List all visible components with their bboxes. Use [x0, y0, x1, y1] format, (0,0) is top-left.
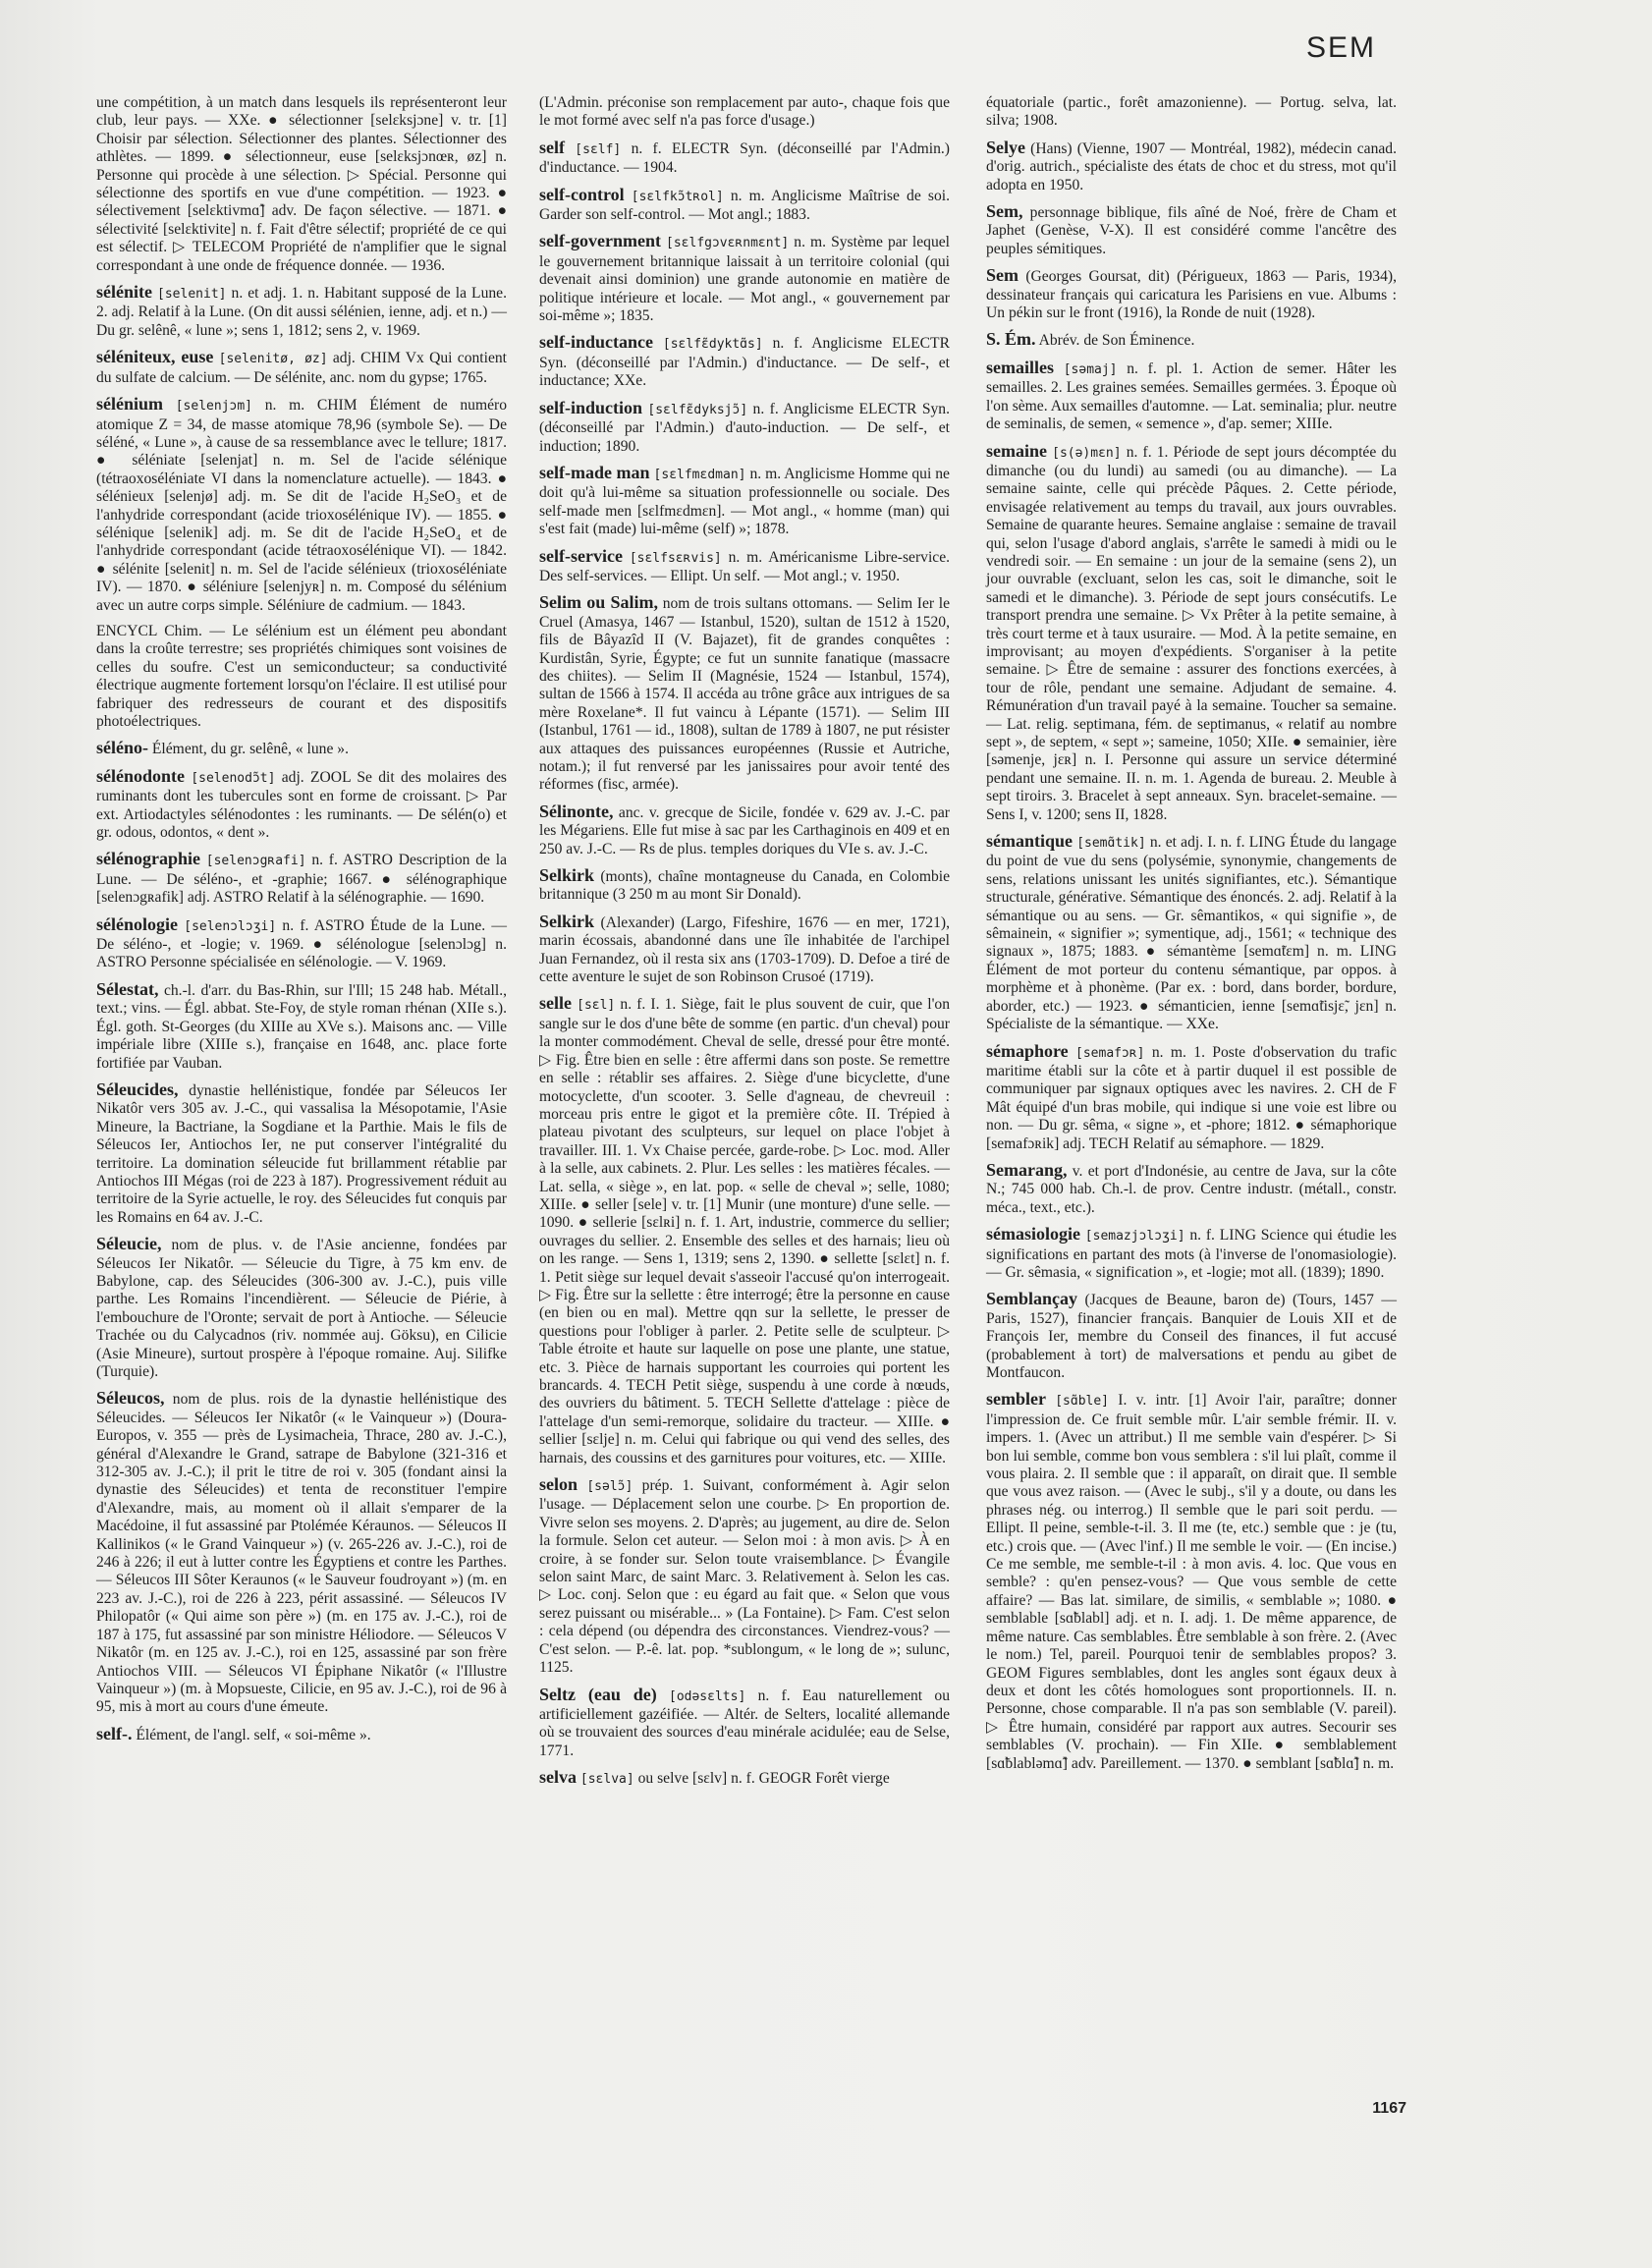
entry-definition: (Hans) (Vienne, 1907 — Montréal, 1982), médecin canad. d'orig. autrich., spécialiste des états de choc et du stress, mot qu'il adopta en 1950.: [986, 139, 1397, 194]
entry-headword: sembler: [986, 1389, 1046, 1410]
dictionary-entry: [96, 1235, 507, 1381]
dictionary-entry: [96, 348, 507, 387]
entry-headword: self-government: [539, 231, 661, 251]
entry-definition: ou selve [sɛlv] n. f. GEOGR Forêt vierge: [637, 1770, 890, 1788]
dictionary-entry: [539, 994, 950, 1467]
entry-pronunciation: [s(ə)mɛn]: [1052, 445, 1122, 461]
dictionary-entry: [539, 399, 950, 456]
entry-definition: prép. 1. Suivant, conformément à. Agir selon l'usage. — Déplacement selon une courbe. ▷ En proportion de. Vivre selon ses moyens. 2. D'après; au jugement, au dire de. Selon la formule. Selon cet auteur. — Selon moi : à mon avis. ▷ À en croire, à se fonder sur. Selon toute vraisemblance. ▷ Évangile selon saint Marc, de saint Marc. 3. Relativement à. Selon les cas. ▷ Loc. conj. Selon que : eu égard au fait que. « Selon que vous serez puissant ou misérable... » (La Fontaine). ▷ Fam. C'est selon : cela dépend (ou dépendra des circonstances. Viendrez-vous? — C'est selon. — P.-ê. lat. pop. *sublongum, « le long de »; sulunc, 1125.: [539, 1477, 950, 1677]
entry-pronunciation: [sɛlfkɔ̃tʀol]: [631, 189, 724, 204]
dictionary-entry: [986, 138, 1397, 194]
column-3: [986, 94, 1397, 1781]
entry-definition: (monts), chaîne montagneuse du Canada, en Colombie britannique (3 250 m au mont Sir Donald).: [539, 868, 950, 904]
entry-definition: n. f. Eau naturellement ou artificiellement gazéifiée. — Altér. de Selters, localité allemande où se trouvaient des sources d'eau minérale acidulée; eau de Selse, 1771.: [539, 1687, 950, 1759]
dictionary-entry: [96, 94, 507, 275]
dictionary-entry: [539, 866, 950, 905]
dictionary-entry: [986, 1225, 1397, 1282]
dictionary-entry: [96, 283, 507, 340]
entry-definition: Élément, du gr. selênê, « lune ».: [151, 741, 349, 758]
dictionary-entry: [986, 266, 1397, 322]
entry-pronunciation: [selenodɔ̃t]: [191, 770, 276, 786]
dictionary-entry: [96, 1389, 507, 1716]
entry-pronunciation: [sɛlva]: [579, 1772, 634, 1788]
entry-definition: (Alexander) (Largo, Fifeshire, 1676 — en mer, 1721), marin écossais, abandonné dans une île inhabitée de l'archipel Juan Fernandez, où il resta six ans (1703-1709). D. Defoe a tiré de cette aventure le sujet de son Robinson Crusoé (1719).: [539, 913, 950, 986]
entry-headword: Séleucos,: [96, 1388, 165, 1409]
entry-pronunciation: [sɛlfɛ̃dyksjɔ̃]: [647, 402, 748, 417]
entry-headword: self-induction: [539, 397, 643, 417]
entry-pronunciation: [sɛlfgɔvɛʀnmɛnt]: [666, 236, 790, 251]
entry-definition: ENCYCL Chim. — Le sélénium est un élément peu abondant dans la croûte terrestre; ses propriétés chimiques sont voisines de celles du soufre. C'est un semiconducteur; sa conductivité électrique augmente fortement lorsqu'on l'éclaire. Il est utilisé pour fabriquer des redresseurs de courant et des dispositifs photoélectriques.: [96, 622, 507, 730]
entry-headword: sémasiologie: [986, 1224, 1080, 1245]
column-2: [539, 94, 950, 1798]
entry-headword: sémaphore: [986, 1040, 1069, 1061]
entry-headword: Sélinonte,: [539, 801, 614, 821]
entry-definition: ch.-l. d'arr. du Bas-Rhin, sur l'Ill; 15 248 hab. Métall., text.; vins. — Égl. abbat. Ste-Foy, de style roman rhénan (XIIe s.). Égl. goth. St-Georges (du XIIIe au XVe s.). Maisons anc. — Ville impériale libre (XIIIe s.), française en 1648, anc. place forte fortifiée par Vauban.: [96, 981, 507, 1072]
entry-headword: selon: [539, 1474, 578, 1495]
entry-definition: n. f. ASTRO Étude de la Lune. — De séléno-, et -logie; v. 1969. ● sélénologue [selenɔlɔg] n. ASTRO Personne spécialisée en sélénologie. — V. 1969.: [96, 916, 508, 971]
entry-headword: Selkirk: [539, 911, 595, 931]
entry-definition: équatoriale (partic., forêt amazonienne). — Portug. selva, lat. silva; 1908.: [986, 94, 1397, 130]
entry-pronunciation: [selenɔgʀafi]: [205, 854, 306, 869]
entry-headword: séléno-: [96, 738, 148, 758]
entry-headword: Séleucie,: [96, 1234, 162, 1254]
entry-pronunciation: [sɛlfɛ̃dyktɑ̃s]: [662, 337, 763, 353]
entry-definition: adj. CHIM Vx Qui contient du sulfate de calcium. — De sélénite, anc. nom du gypse; 1765.: [96, 350, 508, 386]
dictionary-entry: [539, 547, 950, 586]
dictionary-entry: [96, 850, 507, 907]
dictionary-entry: [539, 94, 950, 131]
entry-pronunciation: [semafɔʀ]: [1075, 1045, 1145, 1061]
entry-pronunciation: [selenit]: [157, 287, 227, 303]
entry-definition: n. f. I. 1. Siège, fait le plus souvent de cuir, que l'on sangle sur le dos d'une bête de somme (en partic. d'un cheval) pour la monter commodément. Cheval de selle, dressé pour être monté. ▷ Fig. Être bien en selle : être affermi dans son poste. Se remettre en selle : rétablir ses affaires. 2. Siège d'une bicyclette, d'une motocyclette, d'un scooter. 3. Selle d'agneau, de chevreuil : morceau pris entre le gigot et la première côte. II. Trépied à plateau pivotant des sculpteurs, sur lequel on place l'objet à travailler. III. 1. Vx Chaise percée, garde-robe. ▷ Loc. mod. Aller à la selle, aux cabinets. 2. Plur. Les selles : les matières fécales. — Lat. sella, « siège », en lat. pop. « selle de cheval »; selle, 1080; XIIIe. ● seller [sele] v. tr. [1] Munir (une monture) d'une selle. — 1090. ● sellerie [sɛlʀi] n. f. 1. Art, industrie, commerce du sellier; ouvrages du sellier. 2. Ensemble des selles et des harnais; lieu où on les range. — Sens 1, 1319; sens 2, 1390. ● sellette [sɛlɛt] n. f. 1. Petit siège sur lequel devait s'asseoir l'accusé qu'on interrogeait. ▷ Fig. Être sur la sellette : être interrogé; être la personne en cause (en bien ou en mal). Mettre qqn sur la sellette, le presser de questions pour l'obliger à parler. 2. Petite selle de sculpteur. ▷ Table étroite et haute sur laquelle on pose une plante, une statue, etc. 3. Pièce de harnais supportant les courroies qui portent les brancards. 4. TECH Petit siège, suspendu à une corde à nœuds, des ouvriers du bâtiment. 5. TECH Sellette d'attelage : pièce de l'attelage d'un semi-remorque, solidaire du tracteur. — XIIIe. ● sellier [sɛlje] n. m. Celui qui fabrique ou qui vend des selles, des harnais, des coussins et des garnitures pour voitures, etc. — XIIIe.: [539, 996, 950, 1466]
entry-headword: self-inductance: [539, 332, 653, 353]
dictionary-entry: [986, 359, 1397, 434]
entry-definition: I. v. intr. [1] Avoir l'air, paraître; donner l'impression de. Ce fruit semble mûr. L'air semble frémir. II. v. impers. 1. (Avec un attribut.) Il me semble vain d'espérer. ▷ Si bon lui semble, comme bon vous semblera : s'il lui plaît, comme il vous plaira. 2. Il semble que : il apparaît, on dirait que. Il semble que vous avez raison. — (Avec le subj., s'il y a doute, ou dans les phrases nég. ou interrog.) Il semble que le pari soit perdu. — Ellipt. Il peine, semble-t-il. 3. Il me (te, etc.) semble que : je (tu, etc.) crois que. — (Avec l'inf.) Il me semble le voir. — (En incise.) Ce me semble, me semble-t-il : à mon avis. 4. loc. Que vous en semble? : qu'en pensez-vous? — Que vous semble de cette affaire? — Bas lat. similare, de similis, « semblable »; 1080. ● semblable [sɑ̃blabl] adj. et n. I. adj. 1. De même apparence, de même nature. Cas semblables. Être semblable à son frère. 2. (Avec le nom.) Tel, pareil. Pourquoi tenir de semblables propos? 3. GEOM Figures semblables, dont les angles sont égaux deux à deux et dont les côtés homologues sont proportionnels. II. n. Personne, chose comparable. Il n'a pas son semblable (V. pareil). ▷ Être humain, considéré par rapport aux autres. Secourir ses semblables (V. prochain). — Fin XIIe. ● semblablement [sɑ̃blabləmɑ̃] adv. Pareillement. — 1370. ● semblant [sɑ̃blɑ̃] n. m.: [986, 1392, 1397, 1772]
entry-headword: selle: [539, 993, 572, 1014]
entry-headword: self-control: [539, 184, 625, 204]
entry-definition: n. et adj. I. n. f. LING Étude du langage du point de vue du sens (polysémie, synonymie, changements de sens, relations unissant les unités signifiantes, etc.). Sémantique structurale, générative. Sémantique des énoncés. 2. adj. Relatif à la sémantique ou au sens. — Gr. sêmantikos, « qui signifie », de sêmainein, « signifier »; symentique, adj., 1561; « technique des signaux », 1875; 1883. ● sémantème [semɑ̃tɛm] n. m. LING Élément de mot porteur du contenu sémantique, par oppos. à morphème et à phonème. (Par ex. : bord, dans border, bordure, aborder, etc.) — 1923. ● sémanticien, ienne [semɑ̃tisjɛ̃, jɛn] n. Spécialiste de la sémantique. — XXe.: [986, 834, 1397, 1033]
entry-headword: self-made man: [539, 462, 650, 482]
dictionary-entry: [539, 333, 950, 390]
entry-headword: self-service: [539, 545, 623, 566]
entry-definition: n. et adj. 1. n. Habitant supposé de la Lune. 2. adj. Relatif à la Lune. (On dit aussi sélénien, ienne, adj. et n.) — Du gr. selênê, « lune »; sens 1, 1812; sens 2, v. 1969.: [96, 285, 507, 339]
entry-definition: nom de trois sultans ottomans. — Selim Ier le Cruel (Amasya, 1467 — Istanbul, 1520), sultan de 1512 à 1520, fils de Bâyazîd II (V. Bajazet), fit de grandes conquêtes : Kurdistân, Syrie, Égypte; ce fut un sunnite fanatique (massacre des chiites). — Selim II (Magnésie, 1524 — Istanbul, 1574), sultan de 1566 à 1574. Il accéda au trône grâce aux intrigues de sa mère Roxelane*. Il fut vaincu à Lépante (1571). — Selim III (Istanbul, 1761 — id., 1808), sultan de 1789 à 1807, ne put résister aux attaques des puissances européennes (Russie et Autriche, notam.); il fut renversé par les janissaires pour avoir tenté des réformes (fisc, armée).: [539, 595, 950, 794]
dictionary-entry: [96, 739, 507, 758]
column-1: [96, 94, 507, 1752]
dictionary-entry: [96, 395, 507, 615]
entry-pronunciation: [səlɔ̃]: [586, 1479, 633, 1495]
entry-headword: Séleucides,: [96, 1079, 179, 1099]
entry-headword: Sem,: [986, 201, 1023, 222]
entry-pronunciation: [semɑ̃tik]: [1076, 836, 1146, 852]
entry-definition: une compétition, à un match dans lesquels ils représenteront leur club, leur pays. — XXe. ● sélectionner [selɛksjɔne] v. tr. [1] Choisir par sélection. Sélectionner des plantes. Sélectionner des athlètes. — 1899. ● sélectionneur, euse [selɛksjɔnœʀ, øz] n. Personne qui procède à une sélection. ▷ Spécial. Personne qui sélectionne des sportifs en vue d'une compétition. — 1923. ● sélectivement [selɛktivmɑ̃] adv. De façon sélective. — 1871. ● sélectivité [selɛktivite] n. f. Fait d'être sélectif; propriété de ce qui est sélectif. ▷ TELECOM Propriété de n'amplifier que le signal correspondant à une onde de fréquence donnée. — 1936.: [96, 94, 507, 274]
entry-definition: n. f. pl. 1. Action de semer. Hâter les semailles. 2. Les graines semées. Semailles germées. 3. Époque où l'on sème. Aux semailles d'automne. — Lat. seminalia; plur. neutre de seminalis, de semen, « semence », d'ap. semer; XIIIe.: [986, 360, 1397, 433]
entry-headword: sélénite: [96, 282, 152, 303]
entry-headword: selva: [539, 1767, 577, 1788]
entry-headword: sélénologie: [96, 913, 178, 934]
entry-headword: sémantique: [986, 831, 1074, 852]
dictionary-entry: [539, 464, 950, 539]
entry-headword: semailles: [986, 357, 1054, 377]
entry-pronunciation: [selenjɔm]: [175, 399, 253, 415]
dictionary-entry: [96, 1725, 507, 1744]
dictionary-entry: [986, 330, 1397, 350]
dictionary-entry: [96, 1080, 507, 1227]
dictionary-entry: [539, 593, 950, 794]
dictionary-entry: [986, 1161, 1397, 1217]
dictionary-entry: [539, 1686, 950, 1761]
entry-headword: Semarang,: [986, 1159, 1068, 1180]
entry-headword: Selye: [986, 137, 1025, 157]
entry-pronunciation: [selenitø, øz]: [218, 352, 328, 367]
entry-definition: dynastie hellénistique, fondée par Séleucos Ier Nikatôr vers 305 av. J.-C., qui vassalisa la Mésopotamie, l'Asie Mineure, la Bactriane, la Sogdiane et la Parthie. Mais le fils de Séleucos Ier, Antiochos Ier, ne put conserver l'intégralité du territoire. La domination séleucide fut brillamment rétablie par Antiochos III Mégas (roi de 223 à 187). Progressivement réduit au territoire de la Syrie actuelle, le roy. des Séleucides fut conquis par les Romains en 64 av. J.-C.: [96, 1081, 507, 1226]
entry-headword: self: [539, 137, 565, 157]
dictionary-entry: [986, 202, 1397, 258]
dictionary-entry: [539, 913, 950, 987]
entry-definition: (L'Admin. préconise son remplacement par auto-, chaque fois que le mot formé avec self n'a pas force d'usage.): [539, 94, 950, 130]
entry-definition: Élément, de l'angl. self, « soi-même ».: [136, 1726, 371, 1743]
entry-definition: n. f. Anglicisme ELECTR Syn. (déconseillé par l'Admin.) d'auto-induction. — De self-, et induction; 1890.: [539, 400, 950, 455]
dictionary-entry: [96, 767, 507, 843]
entry-pronunciation: [səmaj]: [1063, 361, 1118, 377]
entry-headword: Semblançay: [986, 1289, 1078, 1309]
entry-headword: Selim ou Salim,: [539, 592, 659, 613]
entry-definition: n. m. 1. Poste d'observation du trafic maritime établi sur la côte et à partir duquel il est possible de communiquer par signaux optiques avec les navires. 2. CH de F Mât équipé d'un bras mobile, qui indique si une voie est libre ou non. — Du gr. sêma, « signe », et -phore; 1812. ● sémaphorique [semafɔʀik] adj. TECH Relatif au sémaphore. — 1829.: [986, 1043, 1397, 1152]
entry-headword: sélénodonte: [96, 765, 185, 786]
entry-definition: adj. ZOOL Se dit des molaires des ruminants dont les tubercules sont en forme de croissant. ▷ Par ext. Artiodactyles sélénodontes : les ruminants. — De sélén(o) et gr. odous, odontos, « dent ».: [96, 768, 507, 842]
entry-pronunciation: [sɛl]: [577, 998, 616, 1014]
entry-definition: personnage biblique, fils aîné de Noé, frère de Cham et Japhet (Genèse, V-X). Il est considéré comme l'ancêtre des peuples sémitiques.: [986, 204, 1397, 257]
dictionary-entry: [986, 442, 1397, 825]
entry-pronunciation: [semazjɔlɔʒi]: [1084, 1229, 1185, 1245]
entry-definition: anc. v. grecque de Sicile, fondée v. 629 av. J.-C. par les Mégariens. Elle fut mise à sac par les Carthaginois en 409 et en 250 av. J.-C. — Rs de plus. temples doriques du VIe s. av. J.-C.: [539, 803, 951, 857]
entry-headword: Sem: [986, 265, 1019, 286]
page-number: 1167: [1372, 2100, 1406, 2117]
dictionary-entry: [96, 980, 507, 1073]
entry-headword: S. Ém.: [986, 329, 1036, 350]
entry-headword: self-.: [96, 1723, 133, 1743]
entry-pronunciation: [sɑ̃ble]: [1055, 1394, 1110, 1410]
entry-definition: v. et port d'Indonésie, au centre de Java, sur la côte N.; 745 000 hab. Ch.-l. de prov. Centre industr. (métall., constr. méca., text., etc.).: [986, 1162, 1397, 1216]
dictionary-entry: [986, 832, 1397, 1033]
entry-definition: nom de plus. rois de la dynastie hellénistique des Séleucides. — Séleucos Ier Nikatôr (« le Vainqueur ») (Doura-Europos, v. 355 — près de Lysimacheia, Thrace, 280 av. J.-C.), général d'Alexandre le Grand, satrape de Babylone (321-316 et 312-305 av. J.-C.); il prit le titre de roi v. 305 (fondant ainsi la dynastie des Séleucides) et tenta de reconstituer l'empire d'Alexandre, mais, au moment où il allait s'emparer de la Macédoine, il fut assassiné par Ptolémée Kéraunos. — Séleucos II Kallinikos (« le Grand Vainqueur ») (v. 265-226 av. J.-C.), roi de 246 à 226; il eut à lutter contre les Égyptiens et contre les Parthes. — Séleucos III Sôter Keraunos (« le Sauveur foudroyant ») (m. en 223 av. J.-C.), roi de 226 à 223, périt assassiné. — Séleucos IV Philopatôr (« Qui aime son père ») (m. en 175 av. J.-C.), roi de 187 à 175, fut assassiné par son ministre Héliodore. — Séleucos V Nikatôr (m. en 125 av. J.-C.), roi en 125, assassiné par son frère Antiochos VIII. — Séleucos VI Épiphane Nikatôr (« l'Illustre Vainqueur ») (m. à Mopsueste, Cilicie, en 95 av. J.-C.), roi de 96 à 95, mis à mort au cours d'une émeute.: [96, 1391, 507, 1716]
dictionary-entry: [986, 1290, 1397, 1382]
dictionary-entry: [986, 1042, 1397, 1153]
entry-definition: n. f. ASTRO Description de la Lune. — De séléno-, et -graphie; 1667. ● sélénographique [selenɔgʀafik] adj. ASTRO Relatif à la sélénographie. — 1690.: [96, 852, 507, 907]
entry-headword: semaine: [986, 440, 1047, 461]
dictionary-entry: [539, 138, 950, 178]
dictionary-entry: [96, 915, 507, 972]
dictionary-entry: [986, 94, 1397, 131]
entry-headword: sélénium: [96, 394, 164, 415]
entry-definition: n. f. Anglicisme ELECTR Syn. (déconseillé par l'Admin.) d'inductance. — De self-, et inductance; XXe.: [539, 335, 950, 390]
entry-definition: nom de plus. v. de l'Asie ancienne, fondées par Séleucos Ier Nikatôr. — Séleucie du Tigre, à 75 km env. de Babylone, cap. des Séleucides (306-300 av. J.-C.), puis ville parthe. Les Romains l'incendièrent. — Séleucie de Piérie, à l'embouchure de l'Oronte; servait de port à Antioche. — Séleucie Trachée ou du Calycadnos (riv. nommée auj. Göksu), en Cilicie (Asie Mineure), surtout prospère à l'époque romaine. Auj. Silifke (Turquie).: [96, 1237, 507, 1380]
entry-definition: (Georges Goursat, dit) (Périgueux, 1863 — Paris, 1934), dessinateur français qui caricatura les Parisiens en vue. Albums : Un pékin sur le front (1916), la Ronde de nuit (1928).: [986, 268, 1397, 322]
dictionary-entry: [986, 1390, 1397, 1773]
entry-definition: n. m. Américanisme Libre-service. Des self-services. — Ellipt. Un self. — Mot angl.; v. 1950.: [539, 548, 951, 584]
entry-definition: (Jacques de Beaune, baron de) (Tours, 1457 — Paris, 1527), financier français. Banquier de Louis XII et de François Ier, membre du Conseil des finances, il fut accusé (probablement à tort) de malversations et pendu au gibet de Montfaucon.: [986, 1292, 1397, 1381]
dictionary-entry: [96, 623, 507, 731]
entry-headword: Seltz (eau de): [539, 1684, 657, 1704]
entry-pronunciation: [sɛlf]: [575, 141, 622, 157]
entry-definition: Abrév. de Son Éminence.: [1038, 332, 1195, 350]
entry-headword: Selkirk: [539, 865, 595, 886]
entry-definition: n. m. Système par lequel le gouvernement britannique laissait à un territoire colonial (qui devenait ainsi dominion) une grande autonomie en matière de politique intérieure et locale. — Mot angl., « gouvernement par soi-même »; 1835.: [539, 234, 951, 325]
entry-definition: n. f. ELECTR Syn. (déconseillé par l'Admin.) d'inductance. — 1904.: [539, 139, 950, 177]
entry-definition: n. m. Anglicisme Homme qui ne doit qu'à lui-même sa situation professionnelle ou sociale. Des self-made men [sɛlfmɛdmɛn]. — Mot angl., « homme (man) qui s'est fait (made) lui-même (self) »; 1878.: [539, 465, 950, 538]
dictionary-entry: [539, 802, 950, 858]
entry-definition: n. m. CHIM Élément de numéro atomique Z = 34, de masse atomique 78,96 (symbole Se). — De séléné, « Lune », à cause de sa ressemblance avec le tellure; 1817. ● séléniate [selenjat] n. m. Sel de l'acide sélénique (tétraoxoséléniate VI dans la nomenclature actuelle). — 1843. ● sélénieux [selenjø] adj. m. Se dit de l'acide H₂SeO₃ et de l'anhydride correspondant (acide trioxosélénique IV). — 1855. ● sélénique [selenik] adj. m. Se dit de l'acide H₂SeO₄ et de l'anhydride correspondant (acide tétraoxosélénique VI). — 1842. ● sélénite [selenit] n. m. Sel de l'acide sélénieux (trioxoséléniate IV). — 1870. ● séléniure [selenjyʀ] n. m. Composé du sélénium avec un autre corps simple. Séléniure de cadmium. — 1843.: [96, 397, 508, 614]
entry-headword: sélénographie: [96, 849, 200, 869]
entry-headword: séléniteux, euse: [96, 347, 214, 367]
entry-definition: n. f. LING Science qui étudie les significations en partant des mots (à l'inverse de l'onomasiologie). — Gr. sêmasia, « signification », et -logie; mot all. (1839); 1890.: [986, 1227, 1397, 1281]
dictionary-entry: [539, 1768, 950, 1789]
entry-pronunciation: [odəsɛlts]: [669, 1688, 746, 1704]
entry-pronunciation: [sɛlfmɛdman]: [653, 467, 746, 482]
dictionary-entry: [539, 232, 950, 325]
entry-headword: Sélestat,: [96, 978, 159, 999]
entry-definition: n. m. Anglicisme Maîtrise de soi. Garder son self-control. — Mot angl.; 1883.: [539, 187, 950, 224]
running-head: SEM: [1306, 31, 1377, 64]
dictionary-entry: [539, 186, 950, 225]
entry-pronunciation: [sɛlfsɛʀvis]: [629, 550, 722, 566]
dictionary-entry: [539, 1475, 950, 1677]
entry-definition: n. f. 1. Période de sept jours décomptée du dimanche (ou du lundi) au samedi (ou au dimanche). — La semaine sainte, celle qui précède Pâques. 2. Cette période, envisagée relativement au temps du travail, aux jours ouvrables. Semaine de quarante heures. Semaine anglaise : semaine de travail qui, selon l'usage d'abord anglais, s'arrête le samedi à midi ou le vendredi soir. — En semaine : un jour de la semaine (sens 2), un jour ouvrable (excluant, selon les cas, soit le dimanche, soit le samedi et le dimanche). 3. Période de sept jours consécutifs. Le transport prendra une semaine. ▷ Vx Prêter à la petite semaine, à très court terme et à taux usuraire. — Mod. À la petite semaine, en improvisant; au moyen d'expédients. S'organiser à la petite semaine. ▷ Être de semaine : assurer des fonctions exercées, à tour de rôle, pendant une semaine. Adjudant de semaine. 4. Rémunération d'un travail payé à la semaine. Toucher sa semaine. — Lat. relig. septimana, fém. de septimanus, « relatif au nombre sept », de septem, « sept »; sameine, 1050; XIIe. ● semainier, ière [səmenje, jɛʀ] n. I. Personne qui assure un service déterminé pendant une semaine. II. n. m. 1. Agenda de bureau. 2. Meuble à sept tiroirs. 3. Bracelet à sept anneaux. Syn. bracelet-semaine. — Sens I, v. 1200; sens II, 1828.: [986, 443, 1397, 823]
entry-pronunciation: [selenɔlɔʒi]: [184, 918, 277, 934]
